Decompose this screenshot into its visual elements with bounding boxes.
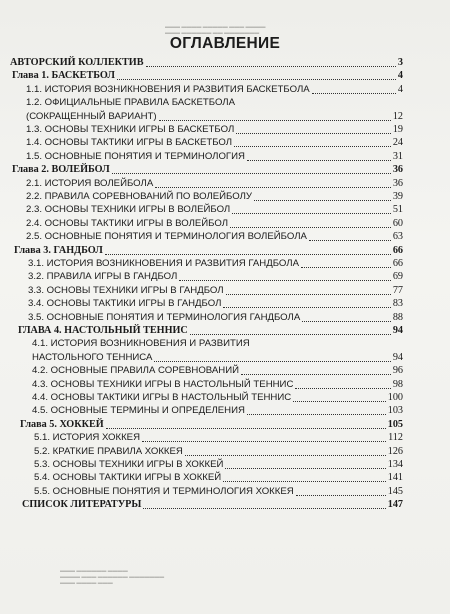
toc-entry-label: 3.4. ОСНОВЫ ТАКТИКИ ИГРЫ В ГАНДБОЛ bbox=[28, 298, 222, 310]
toc-entry-label: 3.1. ИСТОРИЯ ВОЗНИКНОВЕНИЯ И РАЗВИТИЯ ГАНДБОЛА bbox=[28, 258, 299, 269]
toc-leader-dots bbox=[309, 239, 391, 241]
toc-entry-label: 1.5. ОСНОВНЫЕ ПОНЯТИЯ И ТЕРМИНОЛОГИЯ bbox=[26, 150, 245, 162]
toc-leader-dots bbox=[105, 253, 391, 255]
toc-entry-label: Глава 1. БАСКЕТБОЛ bbox=[12, 70, 115, 82]
toc-entry-label: 3.3. ОСНОВЫ ТЕХНИКИ ИГРЫ В ГАНДБОЛ bbox=[28, 284, 224, 296]
page-title: ОГЛАВЛЕНИЕ bbox=[169, 35, 281, 52]
toc-section-entry[interactable] bbox=[0, 351, 450, 365]
toc-section-entry[interactable] bbox=[0, 391, 450, 405]
toc-entry-label: 4.5. ОСНОВНЫЕ ТЕРМИНЫ И ОПРЕДЕЛЕНИЯ bbox=[32, 405, 245, 417]
toc-page-number: 69 bbox=[392, 271, 403, 283]
toc-chapter-entry[interactable] bbox=[0, 56, 450, 70]
toc-leader-dots bbox=[146, 65, 396, 67]
toc-leader-dots bbox=[143, 507, 386, 509]
toc-entry-label: 5.2. КРАТКИЕ ПРАВИЛА ХОККЕЯ bbox=[34, 445, 183, 457]
toc-leader-dots bbox=[301, 266, 391, 268]
toc-entry-label: ГЛАВА 4. НАСТОЛЬНЫЙ ТЕННИС bbox=[18, 325, 188, 336]
toc-entry-label: 4.1. ИСТОРИЯ ВОЗНИКНОВЕНИЯ И РАЗВИТИЯ bbox=[32, 338, 250, 350]
toc-entry-label: Глава 2. ВОЛЕЙБОЛ bbox=[12, 164, 110, 176]
toc-leader-dots bbox=[302, 320, 391, 322]
toc-section-entry[interactable] bbox=[0, 203, 450, 217]
toc-leader-dots bbox=[241, 373, 391, 375]
toc-leader-dots bbox=[230, 226, 391, 228]
toc-entry-label: 5.4. ОСНОВЫ ТАКТИКИ ИГРЫ В ХОККЕЙ bbox=[34, 472, 222, 484]
toc-leader-dots bbox=[296, 494, 386, 496]
toc-leader-dots bbox=[295, 387, 391, 389]
toc-page-number: 94 bbox=[392, 351, 403, 363]
toc-entry-label: 1.3. ОСНОВЫ ТЕХНИКИ ИГРЫ В БАСКЕТБОЛ bbox=[26, 124, 235, 135]
toc-section-entry[interactable] bbox=[0, 123, 450, 137]
toc-page-number: 100 bbox=[387, 392, 403, 403]
toc-page-number: 112 bbox=[388, 432, 403, 444]
toc-chapter-entry[interactable] bbox=[0, 498, 450, 512]
toc-section-entry[interactable] bbox=[0, 136, 450, 150]
toc-page-number: 63 bbox=[392, 231, 403, 243]
toc-page-number: 96 bbox=[392, 365, 403, 377]
toc-leader-dots bbox=[234, 145, 391, 147]
toc-chapter-entry[interactable] bbox=[0, 418, 450, 432]
toc-entry-label: 2.2. ПРАВИЛА СОРЕВНОВАНИЙ ПО ВОЛЕЙБОЛУ bbox=[26, 191, 252, 202]
toc-section-entry[interactable] bbox=[0, 83, 450, 97]
toc-section-entry[interactable] bbox=[0, 471, 450, 485]
toc-section-entry[interactable] bbox=[0, 445, 450, 459]
toc-entry-label: НАСТОЛЬНОГО ТЕННИСА bbox=[32, 351, 153, 363]
toc-entry-label: 4.4. ОСНОВЫ ТАКТИКИ ИГРЫ В НАСТОЛЬНЫЙ ТЕННИС bbox=[32, 392, 292, 403]
toc-leader-dots bbox=[190, 333, 391, 335]
toc-entry-label: 2.4. ОСНОВЫ ТАКТИКИ ИГРЫ В ВОЛЕЙБОЛ bbox=[26, 217, 229, 229]
toc-entry-label: 5.3. ОСНОВЫ ТЕХНИКИ ИГРЫ В ХОККЕЙ bbox=[34, 459, 224, 470]
toc-entry-label: 2.3. ОСНОВЫ ТЕХНИКИ ИГРЫ В ВОЛЕЙБОЛ bbox=[26, 204, 231, 216]
toc-chapter-entry[interactable] bbox=[0, 69, 450, 83]
toc-page-number: 141 bbox=[387, 472, 403, 484]
toc-page-number: 94 bbox=[392, 325, 403, 336]
toc-leader-dots bbox=[154, 360, 391, 362]
toc-page-number: 19 bbox=[392, 124, 403, 135]
toc-entry-label: 3.5. ОСНОВНЫЕ ПОНЯТИЯ И ТЕРМИНОЛОГИЯ ГАНДБОЛА bbox=[28, 311, 301, 323]
toc-entry-label: 1.2. ОФИЦИАЛЬНЫЕ ПРАВИЛА БАСКЕТБОЛА bbox=[26, 97, 235, 109]
toc-chapter-entry[interactable] bbox=[0, 244, 450, 258]
toc-section-entry[interactable] bbox=[0, 337, 450, 351]
toc-page-number: 134 bbox=[387, 459, 403, 470]
toc-section-entry[interactable] bbox=[0, 364, 450, 378]
toc-entry-label: 1.1. ИСТОРИЯ ВОЗНИКНОВЕНИЯ И РАЗВИТИЯ БАСКЕТБОЛА bbox=[26, 83, 310, 95]
toc-section-entry[interactable] bbox=[0, 257, 450, 271]
toc-entry-label: 4.3. ОСНОВЫ ТЕХНИКИ ИГРЫ В НАСТОЛЬНЫЙ ТЕННИС bbox=[32, 378, 294, 390]
toc-page-number: 66 bbox=[392, 258, 403, 269]
toc-page-number: 60 bbox=[392, 217, 403, 229]
faint-header-bleedthrough: ▬▬▬ ▬▬▬▬ ▬▬▬▬▬ ▬▬▬ ▬▬▬▬ ▬▬▬ ▬▬▬▬▬▬ ▬▬ ▬▬▬▬▬▬▬ bbox=[165, 24, 266, 36]
toc-page-number: 66 bbox=[392, 244, 403, 256]
toc-entry-label: 5.5. ОСНОВНЫЕ ПОНЯТИЯ И ТЕРМИНОЛОГИЯ ХОККЕЯ bbox=[34, 485, 294, 497]
toc-section-entry[interactable] bbox=[0, 230, 450, 244]
toc-page-number: 98 bbox=[392, 378, 403, 390]
toc-leader-dots bbox=[106, 427, 386, 429]
toc-page-number: 39 bbox=[392, 191, 403, 202]
toc-entry-label: 1.4. ОСНОВЫ ТАКТИКИ ИГРЫ В БАСКЕТБОЛ bbox=[26, 137, 233, 149]
toc-leader-dots bbox=[117, 78, 396, 80]
toc-section-entry[interactable] bbox=[0, 431, 450, 445]
toc-section-entry[interactable] bbox=[0, 270, 450, 284]
toc-leader-dots bbox=[247, 413, 386, 415]
toc-leader-dots bbox=[155, 186, 391, 188]
toc-page-number: 77 bbox=[392, 284, 403, 296]
toc-section-entry[interactable] bbox=[0, 96, 450, 110]
toc-entry-label: АВТОРСКИЙ КОЛЛЕКТИВ bbox=[10, 57, 144, 68]
toc-entry-label: Глава 5. ХОККЕЙ bbox=[20, 418, 104, 430]
toc-page-number: 36 bbox=[392, 164, 403, 176]
toc-leader-dots bbox=[159, 119, 391, 121]
toc-section-entry[interactable] bbox=[0, 378, 450, 392]
toc-leader-dots bbox=[226, 293, 391, 295]
toc-entry-label: 2.1. ИСТОРИЯ ВОЛЕЙБОЛА bbox=[26, 177, 154, 189]
toc-leader-dots bbox=[223, 480, 386, 482]
toc-entry-label: 4.2. ОСНОВНЫЕ ПРАВИЛА СОРЕВНОВАНИЙ bbox=[32, 365, 240, 377]
toc-leader-dots bbox=[142, 440, 386, 442]
toc-entry-label: 2.5. ОСНОВНЫЕ ПОНЯТИЯ И ТЕРМИНОЛОГИЯ ВОЛЕЙБОЛА bbox=[26, 231, 307, 243]
toc-entry-label: Глава 3. ГАНДБОЛ bbox=[14, 244, 103, 256]
toc-chapter-entry[interactable] bbox=[0, 324, 450, 338]
toc-leader-dots bbox=[232, 212, 391, 214]
toc-section-entry[interactable] bbox=[0, 150, 450, 164]
toc-section-entry[interactable] bbox=[0, 404, 450, 418]
toc-entry-label: СПИСОК ЛИТЕРАТУРЫ bbox=[22, 499, 142, 511]
toc-page-number: 12 bbox=[392, 110, 403, 122]
toc-leader-dots bbox=[185, 454, 386, 456]
toc-page-number: 4 bbox=[397, 70, 403, 82]
toc-section-entry[interactable] bbox=[0, 458, 450, 472]
toc-leader-dots bbox=[247, 159, 391, 161]
toc-leader-dots bbox=[112, 172, 391, 174]
toc-page-number: 103 bbox=[387, 405, 403, 417]
toc-leader-dots bbox=[312, 92, 396, 94]
toc-leader-dots bbox=[223, 306, 391, 308]
toc-page-number: 36 bbox=[392, 177, 403, 189]
toc-page-number: 105 bbox=[387, 418, 403, 430]
toc-page-number: 83 bbox=[392, 298, 403, 310]
toc-page-number: 51 bbox=[392, 204, 403, 216]
toc-leader-dots bbox=[236, 132, 391, 134]
toc-chapter-entry[interactable] bbox=[0, 163, 450, 177]
toc-section-entry[interactable] bbox=[0, 177, 450, 191]
toc-entry-label: 5.1. ИСТОРИЯ ХОККЕЯ bbox=[34, 432, 140, 444]
toc-entry-label: (СОКРАЩЕННЫЙ ВАРИАНТ) bbox=[26, 110, 157, 122]
toc-page-number: 4 bbox=[397, 83, 403, 95]
toc-page-number: 31 bbox=[392, 150, 403, 162]
toc-page-number: 24 bbox=[392, 137, 403, 149]
toc-section-entry[interactable] bbox=[0, 485, 450, 499]
toc-leader-dots bbox=[254, 199, 391, 201]
toc-section-entry[interactable] bbox=[0, 297, 450, 311]
toc-page-number: 88 bbox=[392, 311, 403, 323]
faint-footer-bleedthrough: ▬▬▬ ▬▬▬▬▬▬ ▬▬▬▬ ▬▬▬▬ ▬▬▬ ▬▬▬▬▬▬ ▬▬▬▬▬▬▬ ▬▬▬ ▬▬▬▬ ▬▬▬ bbox=[60, 568, 165, 586]
toc-page-number: 3 bbox=[397, 57, 403, 68]
toc-section-entry[interactable] bbox=[0, 284, 450, 298]
toc-page-number: 145 bbox=[387, 485, 403, 497]
toc-leader-dots bbox=[179, 279, 391, 281]
toc-page-number: 126 bbox=[387, 445, 403, 457]
toc-section-entry[interactable] bbox=[0, 217, 450, 231]
toc-leader-dots bbox=[225, 467, 386, 469]
toc-section-entry[interactable] bbox=[0, 190, 450, 204]
toc-page-number: 147 bbox=[387, 499, 403, 511]
toc-section-entry[interactable] bbox=[0, 110, 450, 124]
toc-entry-label: 3.2. ПРАВИЛА ИГРЫ В ГАНДБОЛ bbox=[28, 271, 178, 283]
toc-leader-dots bbox=[293, 400, 386, 402]
toc-section-entry[interactable] bbox=[0, 311, 450, 325]
